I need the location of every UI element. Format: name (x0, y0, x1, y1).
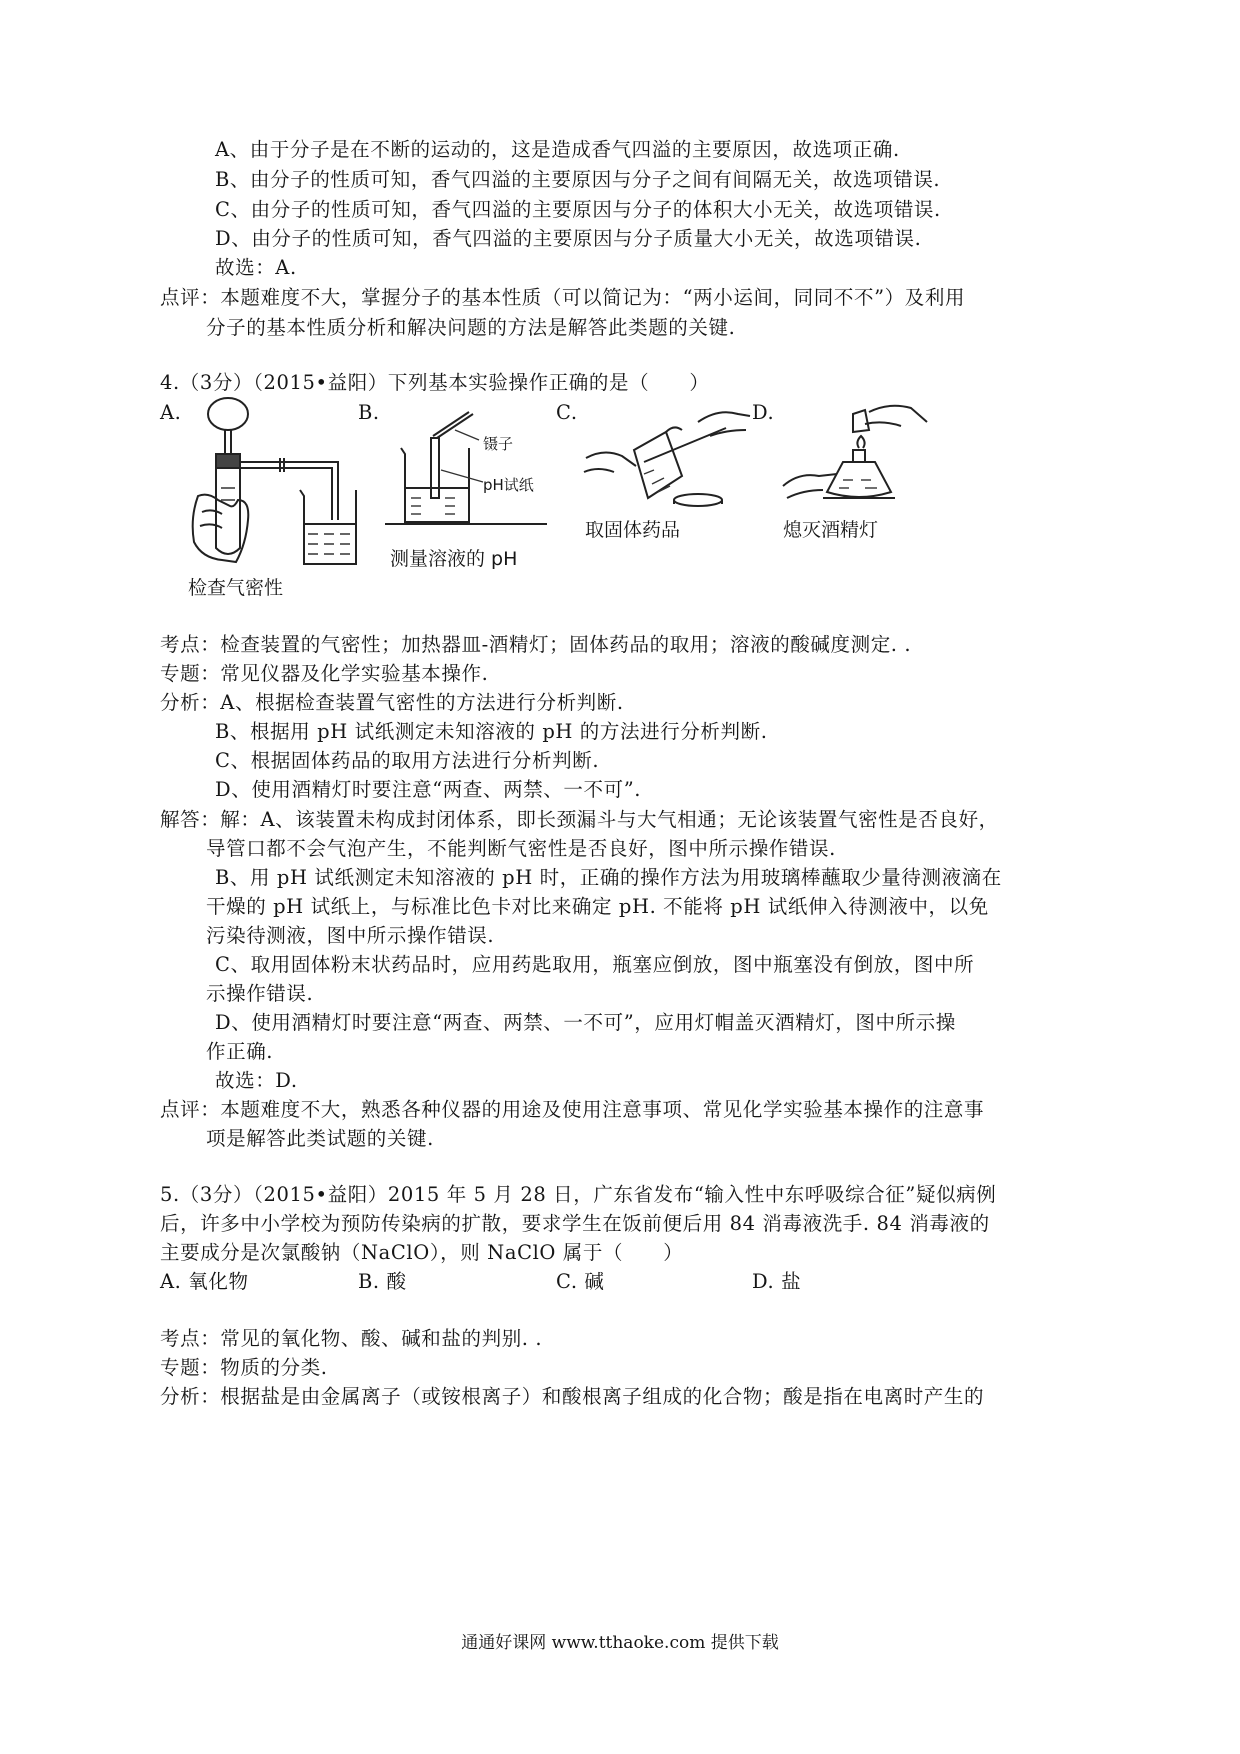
figure-b-label-ph-paper: pH试纸 (483, 476, 534, 494)
q4-jieda-line-1: 解答：解：A、该装置未构成封闭体系，即长颈漏斗与大气相通；无论该装置气密性是否良好， (160, 808, 999, 831)
figure-c-solid-reagent (578, 402, 754, 512)
q4-jieda-line-7: 示操作错误. (206, 982, 314, 1005)
q5-stem-line-2: 后，许多中小学校为预防传染病的扩散，要求学生在饭前便后用 84 消毒液洗手. 84 消毒液的 (160, 1212, 990, 1235)
q4-fenxi-line-1: 分析：A、根据检查装置气密性的方法进行分析判断. (160, 691, 624, 714)
q4-jieda-line-5: 污染待测液，图中所示操作错误. (206, 924, 495, 947)
q4-answer: 故选：D. (215, 1069, 298, 1092)
q4-stem: 4.（3分）（2015•益阳）下列基本实验操作正确的是（ ） (160, 371, 710, 394)
figure-c-letter: C. (556, 401, 578, 424)
q4-jieda-line-2: 导管口都不会气泡产生，不能判断气密性是否良好，图中所示操作错误. (206, 837, 836, 860)
figure-b-label-tweezers: 镊子 (483, 435, 514, 453)
q5-fenxi-line-1: 分析：根据盐是由金属离子（或铵根离子）和酸根离子组成的化合物；酸是指在电离时产生的 (160, 1385, 985, 1408)
page-footer: 通通好课网 www.tthaoke.com 提供下载 (461, 1633, 779, 1653)
q5-stem-line-1: 5.（3分）（2015•益阳）2015 年 5 月 28 日，广东省发布“输入性中东呼吸综合征”疑似病例 (160, 1183, 997, 1206)
q3-option-a: A、由于分子是在不断的运动的，这是造成香气四溢的主要原因，故选项正确. (215, 138, 900, 161)
q5-option-d: D. 盐 (752, 1270, 802, 1293)
q4-jieda-line-9: 作正确. (206, 1040, 274, 1063)
figure-a-airtightness (188, 396, 360, 576)
q5-zhuanti: 专题：物质的分类. (160, 1356, 328, 1379)
q5-option-c: C. 碱 (556, 1270, 605, 1293)
q5-option-b: B. 酸 (358, 1270, 407, 1293)
figure-d-letter: D. (752, 401, 775, 424)
figure-b-ph-measurement (385, 418, 565, 530)
q4-jieda-line-6: C、取用固体粉末状药品时，应用药匙取用，瓶塞应倒放，图中瓶塞没有倒放，图中所 (215, 953, 975, 976)
q3-comment-line-1: 点评：本题难度不大，掌握分子的基本性质（可以简记为：“两小运间，同同不不”）及利用 (160, 286, 966, 309)
q4-jieda-line-3: B、用 pH 试纸测定未知溶液的 pH 时，正确的操作方法为用玻璃棒蘸取少量待测液滴在 (215, 866, 1002, 889)
q4-comment-line-1: 点评：本题难度不大，熟悉各种仪器的用途及使用注意事项、常见化学实验基本操作的注意事 (160, 1098, 985, 1121)
q4-jieda-line-8: D、使用酒精灯时要注意“两查、两禁、一不可”，应用灯帽盖灭酒精灯，图中所示操 (215, 1011, 956, 1034)
q3-option-b: B、由分子的性质可知，香气四溢的主要原因与分子之间有间隔无关，故选项错误. (215, 168, 941, 191)
q5-kaodian: 考点：常见的氧化物、酸、碱和盐的判别. . (160, 1327, 543, 1350)
q5-option-a: A. 氧化物 (160, 1270, 249, 1293)
q4-zhuanti: 专题：常见仪器及化学实验基本操作. (160, 662, 489, 685)
figure-a-letter: A. (160, 401, 182, 424)
figure-d-alcohol-lamp (783, 402, 939, 508)
q3-option-c: C、由分子的性质可知，香气四溢的主要原因与分子的体积大小无关，故选项错误. (215, 198, 941, 221)
figure-b-caption: 测量溶液的 pH (390, 548, 518, 570)
q4-kaodian: 考点：检查装置的气密性；加热器皿-酒精灯；固体药品的取用；溶液的酸碱度测定. . (160, 633, 912, 656)
figure-a-caption: 检查气密性 (188, 577, 284, 599)
q4-fenxi-line-3: C、根据固体药品的取用方法进行分析判断. (215, 749, 600, 772)
q3-comment-line-2: 分子的基本性质分析和解决问题的方法是解答此类题的关键. (206, 316, 736, 339)
q4-fenxi-line-2: B、根据用 pH 试纸测定未知溶液的 pH 的方法进行分析判断. (215, 720, 768, 743)
figure-c-caption: 取固体药品 (585, 519, 681, 541)
q4-comment-line-2: 项是解答此类试题的关键. (206, 1127, 434, 1150)
figure-d-caption: 熄灭酒精灯 (783, 519, 879, 541)
q4-fenxi-line-4: D、使用酒精灯时要注意“两查、两禁、一不可”. (215, 778, 642, 801)
q3-option-d: D、由分子的性质可知，香气四溢的主要原因与分子质量大小无关，故选项错误. (215, 227, 922, 250)
q4-jieda-line-4: 干燥的 pH 试纸上，与标准比色卡对比来确定 pH. 不能将 pH 试纸伸入待测液中，以免 (206, 895, 989, 918)
figure-b-letter: B. (358, 401, 380, 424)
q5-stem-line-3: 主要成分是次氯酸钠（NaClO），则 NaClO 属于（ ） (160, 1241, 684, 1264)
q3-answer: 故选：A. (215, 256, 297, 279)
